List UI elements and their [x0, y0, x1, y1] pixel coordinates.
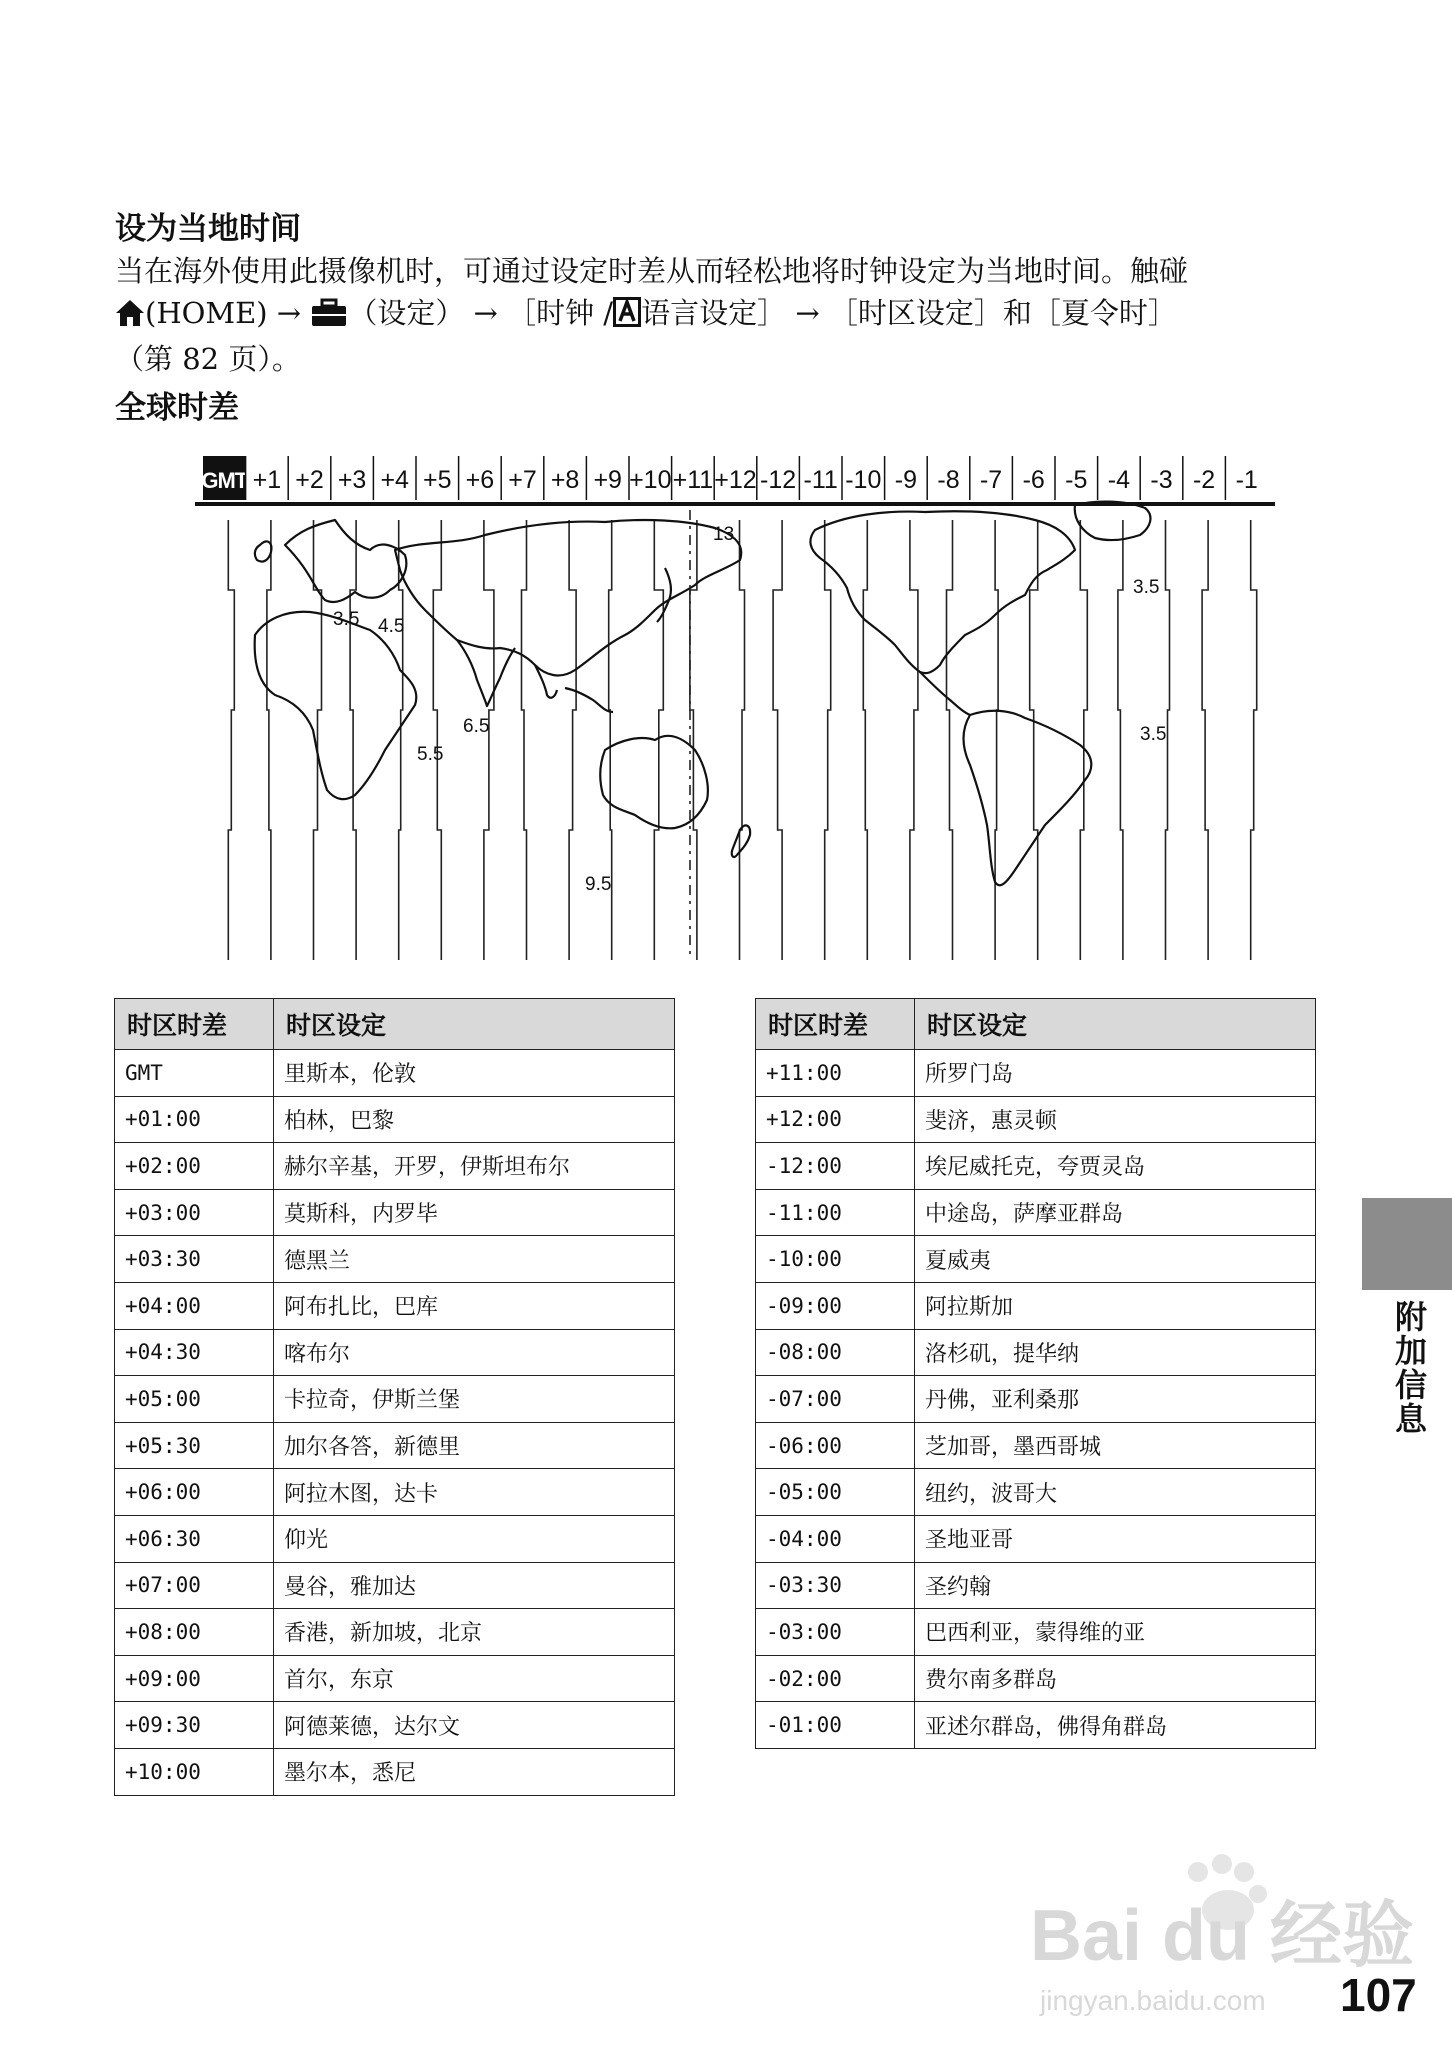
- table-row: [756, 1609, 1316, 1656]
- offset-cell: -12:00: [756, 1143, 915, 1190]
- world-time-map: [195, 450, 1275, 960]
- offset-cell: +04:00: [115, 1282, 274, 1329]
- zone-cell: [629, 456, 672, 500]
- zone-cell: [1012, 456, 1044, 500]
- zone-cell: [586, 456, 622, 500]
- city-cell: 加尔各答，新德里: [274, 1422, 675, 1469]
- zone-boundary-line: [947, 520, 953, 960]
- header-offset: 时区时差: [756, 999, 915, 1050]
- table-row: [115, 1282, 675, 1329]
- table-row: [115, 1562, 675, 1609]
- zone-cell: [459, 456, 495, 500]
- zone-boundary-line: [569, 520, 576, 960]
- zone-label: +5: [423, 466, 452, 494]
- offset-cell: +06:00: [115, 1469, 274, 1516]
- intro-line2: [115, 292, 1310, 338]
- city-cell: 巴西利亚，蒙得维的亚: [915, 1609, 1316, 1656]
- offset-cell: +10:00: [115, 1748, 274, 1795]
- settings-label: （设定）: [348, 296, 465, 330]
- city-cell: 喀布尔: [274, 1329, 675, 1376]
- header-zone: 时区设定: [915, 999, 1316, 1050]
- city-cell: 里斯本，伦敦: [274, 1050, 675, 1097]
- offset-cell: -07:00: [756, 1376, 915, 1423]
- offset-cell: -04:00: [756, 1515, 915, 1562]
- city-cell: 费尔南多群岛: [915, 1655, 1316, 1702]
- zone-boundary-line: [825, 520, 831, 960]
- greenland-outline: [1075, 502, 1151, 541]
- toolbox-icon: [310, 296, 348, 338]
- offset-cell: -03:00: [756, 1609, 915, 1656]
- table-row: [756, 1189, 1316, 1236]
- offset-cell: -06:00: [756, 1422, 915, 1469]
- table-row: [756, 1469, 1316, 1516]
- city-cell: 圣地亚哥: [915, 1515, 1316, 1562]
- zone-boundary-line: [399, 520, 403, 960]
- uk-outline: [255, 541, 272, 561]
- offset-label: 5.5: [417, 744, 444, 765]
- zone-cell: [885, 456, 917, 500]
- table-row: [756, 1329, 1316, 1376]
- offset-cell: +12:00: [756, 1096, 915, 1143]
- offset-cell: +07:00: [115, 1562, 274, 1609]
- offset-cell: +03:00: [115, 1189, 274, 1236]
- continents: [255, 502, 1151, 886]
- offset-cell: +06:30: [115, 1515, 274, 1562]
- city-cell: 阿拉斯加: [915, 1282, 1316, 1329]
- time-zone-table-right: [755, 998, 1316, 1749]
- zone-label: -10: [845, 466, 882, 494]
- zone-boundary-line: [863, 520, 867, 960]
- zone-label: -5: [1065, 466, 1088, 494]
- offset-cell: -09:00: [756, 1282, 915, 1329]
- table-row: [115, 1143, 675, 1190]
- table-row: [115, 1329, 675, 1376]
- offset-cell: -03:30: [756, 1562, 915, 1609]
- zone-label: -3: [1150, 466, 1173, 494]
- table-row: [756, 1655, 1316, 1702]
- offset-cell: +03:30: [115, 1236, 274, 1283]
- zone-cell: [201, 456, 248, 500]
- page-number: 107: [1340, 1969, 1417, 2021]
- zone-cell: [970, 456, 1002, 500]
- city-cell: 莫斯科，内罗毕: [274, 1189, 675, 1236]
- zone-cell: [373, 456, 409, 500]
- europe-outline: [285, 520, 406, 602]
- zone-label: +8: [550, 466, 580, 494]
- city-cell: 柏林，巴黎: [274, 1096, 675, 1143]
- offset-label: 6.5: [463, 716, 490, 737]
- offset-label: 3.5: [1140, 724, 1167, 745]
- north-america-outline: [810, 511, 1075, 673]
- zone-cell: [799, 456, 837, 500]
- offset-cell: -01:00: [756, 1702, 915, 1749]
- zone-boundary-line: [1118, 520, 1123, 960]
- zone-label: -11: [803, 466, 838, 494]
- offset-cell: -02:00: [756, 1655, 915, 1702]
- zone-cell: [1225, 456, 1257, 500]
- zone-boundary-line: [740, 520, 745, 960]
- zone-cell: [288, 456, 324, 500]
- city-cell: 圣约翰: [915, 1562, 1316, 1609]
- zone-boundary-line: [350, 520, 356, 960]
- south-america-outline: [964, 711, 1092, 885]
- table-row: [115, 1189, 675, 1236]
- zone-cell: [842, 456, 881, 500]
- table-row: [115, 1469, 675, 1516]
- zone-label: +10: [629, 466, 672, 494]
- offset-label: 3.5: [333, 609, 360, 630]
- clock-item: ［时钟 /: [507, 296, 614, 330]
- table-row: [756, 1515, 1316, 1562]
- city-cell: 卡拉奇，伊斯兰堡: [274, 1376, 675, 1423]
- table-row: [115, 1376, 675, 1423]
- table-row: [756, 1282, 1316, 1329]
- zone-boundary-line: [910, 520, 918, 960]
- zone-boundary-line: [773, 520, 782, 960]
- city-cell: 墨尔本，悉尼: [274, 1748, 675, 1795]
- zone-boundary-line: [1202, 520, 1208, 960]
- zone-boundary-line: [228, 520, 234, 960]
- zone-boundary-line: [522, 520, 527, 960]
- offset-cell: GMT: [115, 1050, 274, 1097]
- offset-cell: +09:00: [115, 1655, 274, 1702]
- city-cell: 纽约，波哥大: [915, 1469, 1316, 1516]
- zone-cell: [714, 456, 757, 500]
- offset-cell: -08:00: [756, 1329, 915, 1376]
- home-label: (HOME): [145, 296, 268, 330]
- zone-cell: [1183, 456, 1215, 500]
- africa-outline: [255, 612, 417, 799]
- table-row: [756, 1376, 1316, 1423]
- table-row: [115, 1702, 675, 1749]
- offset-label: 9.5: [585, 874, 612, 895]
- offset-cell: -05:00: [756, 1469, 915, 1516]
- offset-cell: +11:00: [756, 1050, 915, 1097]
- table-row: [115, 1609, 675, 1656]
- zone-label: +2: [295, 466, 324, 494]
- city-cell: 阿拉木图，达卡: [274, 1469, 675, 1516]
- offset-cell: +08:00: [115, 1609, 274, 1656]
- zone-cell: [1140, 456, 1172, 500]
- table-row: [756, 1236, 1316, 1283]
- zone-label: +12: [714, 466, 757, 494]
- zone-label: GMT: [201, 468, 248, 493]
- header-zone: 时区设定: [274, 999, 675, 1050]
- city-cell: 德黑兰: [274, 1236, 675, 1283]
- city-cell: 香港，新加坡，北京: [274, 1609, 675, 1656]
- table-row: [756, 1050, 1316, 1097]
- zone-boundary-line: [267, 520, 271, 960]
- lang-item: 语言设定］: [641, 296, 787, 330]
- arrow-2: →: [473, 296, 498, 330]
- city-cell: 芝加哥，墨西哥城: [915, 1422, 1316, 1469]
- zone-label: +9: [593, 466, 622, 494]
- zone-boundary-line: [995, 520, 998, 960]
- zone-label: -7: [979, 466, 1003, 494]
- offset-cell: +04:30: [115, 1329, 274, 1376]
- zone-cell: [1055, 456, 1087, 500]
- zone-boundary-line: [484, 520, 494, 960]
- world-title: 全球时差: [115, 390, 239, 426]
- zone-label: -12: [760, 466, 797, 494]
- offset-cell: +09:30: [115, 1702, 274, 1749]
- zone-cell: [246, 456, 282, 500]
- arrow-1: →: [276, 296, 302, 330]
- zone-label: -9: [894, 466, 918, 494]
- zone-boundaries: [228, 520, 1256, 960]
- offset-label: 3.5: [1133, 577, 1160, 598]
- table-row: [756, 1143, 1316, 1190]
- header-offset: 时区时差: [115, 999, 274, 1050]
- city-cell: 所罗门岛: [915, 1050, 1316, 1097]
- city-cell: 丹佛，亚利桑那: [915, 1376, 1316, 1423]
- zone-bar: [201, 456, 1257, 500]
- city-cell: 曼谷，雅加达: [274, 1562, 675, 1609]
- watermark-brand: Bai du 经验: [1030, 1896, 1415, 1976]
- zone-boundary-line: [433, 520, 441, 960]
- offset-label: 13: [713, 524, 735, 545]
- zone-label: +6: [465, 466, 495, 494]
- australia-outline: [600, 736, 708, 828]
- home-icon: [115, 296, 145, 338]
- zone-label: -2: [1192, 466, 1216, 494]
- zone-cell: [1098, 456, 1131, 500]
- city-cell: 首尔，东京: [274, 1655, 675, 1702]
- city-cell: 阿德莱德，达尔文: [274, 1702, 675, 1749]
- zone-label: +7: [508, 466, 537, 494]
- zone-label: -4: [1107, 466, 1131, 494]
- city-cell: 阿布扎比，巴库: [274, 1282, 675, 1329]
- central-america-outline: [920, 672, 970, 715]
- zone-label: +3: [337, 466, 367, 494]
- intro-page-ref: （第 82 页）。: [115, 342, 301, 376]
- offset-cell: +05:30: [115, 1422, 274, 1469]
- zone-boundary-line: [1080, 520, 1087, 960]
- zone-item: ［时区设定］和［夏令时］: [828, 296, 1177, 330]
- city-cell: 赫尔辛基，开罗，伊斯坦布尔: [274, 1143, 675, 1190]
- zone-cell: [331, 456, 367, 500]
- zone-label: +1: [252, 466, 282, 494]
- zone-label: +11: [672, 466, 714, 494]
- zone-cell: [672, 456, 714, 500]
- table-row: [115, 1096, 675, 1143]
- city-cell: 埃尼威托克，夸贾灵岛: [915, 1143, 1316, 1190]
- zone-cell: [757, 456, 796, 500]
- side-tab-label: 附加信息: [1390, 1300, 1428, 1436]
- city-cell: 中途岛，萨摩亚群岛: [915, 1189, 1316, 1236]
- zone-boundary-line: [1251, 520, 1257, 960]
- new-zealand-outline: [732, 825, 750, 857]
- table-row: [756, 1562, 1316, 1609]
- zone-cell: [416, 456, 452, 500]
- zone-label: +4: [380, 466, 409, 494]
- table-row: [115, 1655, 675, 1702]
- table-row: [115, 1236, 675, 1283]
- offset-cell: +05:00: [115, 1376, 274, 1423]
- table-row: [115, 1050, 675, 1097]
- city-cell: 洛杉矶，提华纳: [915, 1329, 1316, 1376]
- section-title: 设为当地时间: [115, 211, 301, 247]
- city-cell: 仰光: [274, 1515, 675, 1562]
- table-row: [756, 1702, 1316, 1749]
- zone-cell: [544, 456, 580, 500]
- table-row: [115, 1748, 675, 1795]
- offset-cell: +02:00: [115, 1143, 274, 1190]
- table-row: [115, 1515, 675, 1562]
- intro-line1: 当在海外使用此摄像机时，可通过设定时差从而轻松地将时钟设定为当地时间。触碰: [115, 254, 1189, 288]
- arrow-3: →: [795, 296, 820, 330]
- offset-labels: [333, 524, 1166, 895]
- zone-label: -1: [1235, 466, 1258, 494]
- zone-cell: [501, 456, 537, 500]
- zone-label: -6: [1022, 466, 1045, 494]
- table-row: [756, 1422, 1316, 1469]
- intro-paragraph: [115, 250, 1310, 380]
- offset-cell: -11:00: [756, 1189, 915, 1236]
- city-cell: 亚述尔群岛，佛得角群岛: [915, 1702, 1316, 1749]
- zone-label: -8: [937, 466, 960, 494]
- city-cell: 夏威夷: [915, 1236, 1316, 1283]
- time-zone-table-left: [114, 998, 675, 1796]
- offset-cell: -10:00: [756, 1236, 915, 1283]
- side-tab-marker: [1362, 1198, 1452, 1290]
- table-row: [115, 1422, 675, 1469]
- city-cell: 斐济，惠灵顿: [915, 1096, 1316, 1143]
- watermark-url: jingyan.baidu.com: [1040, 1985, 1266, 2016]
- zone-cell: [927, 456, 959, 500]
- language-icon: [613, 296, 641, 338]
- offset-cell: +01:00: [115, 1096, 274, 1143]
- table-row: [756, 1096, 1316, 1143]
- offset-label: 4.5: [378, 616, 405, 637]
